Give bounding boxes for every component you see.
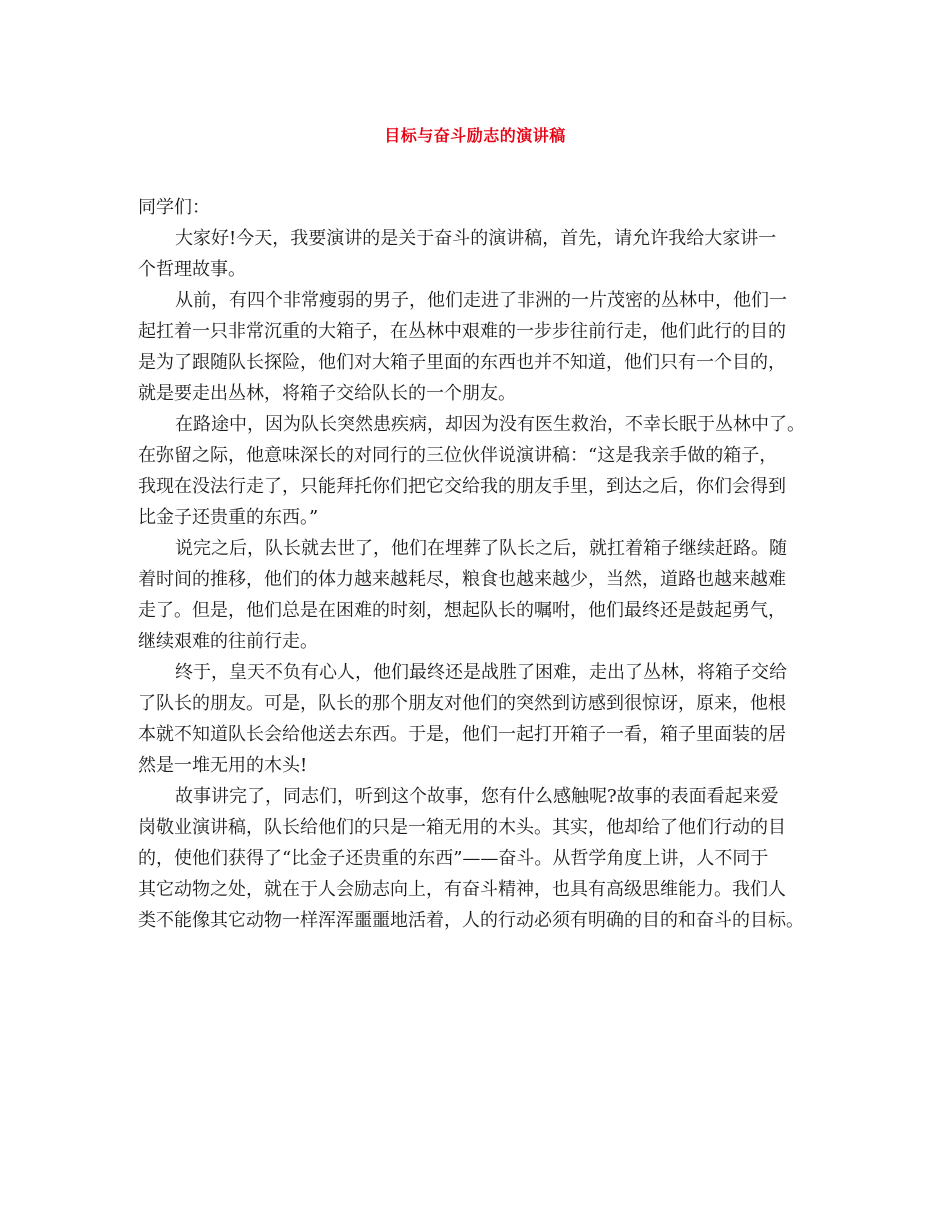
text-line: 故事讲完了，同志们，听到这个故事，您有什么感触呢?故事的表面看起来爱 — [175, 786, 779, 807]
text-line: 在弥留之际，他意味深长的对同行的三位伙伴说演讲稿：“这是我亲手做的箱子， — [138, 445, 778, 466]
text-line: 比金子还贵重的东西。” — [138, 507, 319, 528]
document-body — [138, 192, 828, 936]
text-line: 终于，皇天不负有心人，他们最终还是战胜了困难，走出了丛林，将箱子交给 — [175, 662, 787, 683]
text-line: 起扛着一只非常沉重的大箱子，在丛林中艰难的一步步往前行走，他们此行的目的 — [138, 321, 786, 342]
document-title: 目标与奋斗励志的演讲稿 — [384, 126, 566, 145]
text-line: 继续艰难的往前行走。 — [138, 631, 318, 652]
text-line: 的，使他们获得了“比金子还贵重的东西”——奋斗。从哲学角度上讲，人不同于 — [138, 848, 769, 869]
text-line: 然是一堆无用的木头! — [138, 755, 308, 776]
text-line: 着时间的推移，他们的体力越来越耗尽，粮食也越来越少，当然，道路也越来越难 — [138, 569, 786, 590]
text-line: 类不能像其它动物一样浑浑噩噩地活着，人的行动必须有明确的目的和奋斗的目标。 — [138, 910, 804, 931]
text-line: 同学们： — [138, 197, 210, 218]
text-line: 在路途中，因为队长突然患疾病，却因为没有医生救治，不幸长眠于丛林中了。 — [175, 414, 805, 435]
text-line: 其它动物之处，就在于人会励志向上，有奋斗精神，也具有高级思维能力。我们人 — [138, 879, 786, 900]
text-line: 本就不知道队长会给他送去东西。于是，他们一起打开箱子一看，箱子里面装的居 — [138, 724, 786, 745]
text-line: 岗敬业演讲稿，队长给他们的只是一箱无用的木头。其实，他却给了他们行动的目 — [138, 817, 786, 838]
text-line: 是为了跟随队长探险，他们对大箱子里面的东西也并不知道，他们只有一个目的， — [138, 352, 786, 373]
text-line: 个哲理故事。 — [138, 259, 246, 280]
text-line: 从前，有四个非常瘦弱的男子，他们走进了非洲的一片茂密的丛林中，他们一 — [175, 290, 787, 311]
text-line: 了队长的朋友。可是，队长的那个朋友对他们的突然到访感到很惊讶，原来，他根 — [138, 693, 786, 714]
text-line: 说完之后，队长就去世了，他们在埋葬了队长之后，就扛着箱子继续赶路。随 — [175, 538, 787, 559]
text-line: 就是要走出丛林，将箱子交给队长的一个朋友。 — [138, 383, 516, 404]
text-line: 走了。但是，他们总是在困难的时刻，想起队长的嘱咐，他们最终还是鼓起勇气， — [138, 600, 786, 621]
text-line: 大家好!今天，我要演讲的是关于奋斗的演讲稿，首先，请允许我给大家讲一 — [175, 228, 777, 249]
text-line: 我现在没法行走了，只能拜托你们把它交给我的朋友手里，到达之后，你们会得到 — [138, 476, 786, 497]
